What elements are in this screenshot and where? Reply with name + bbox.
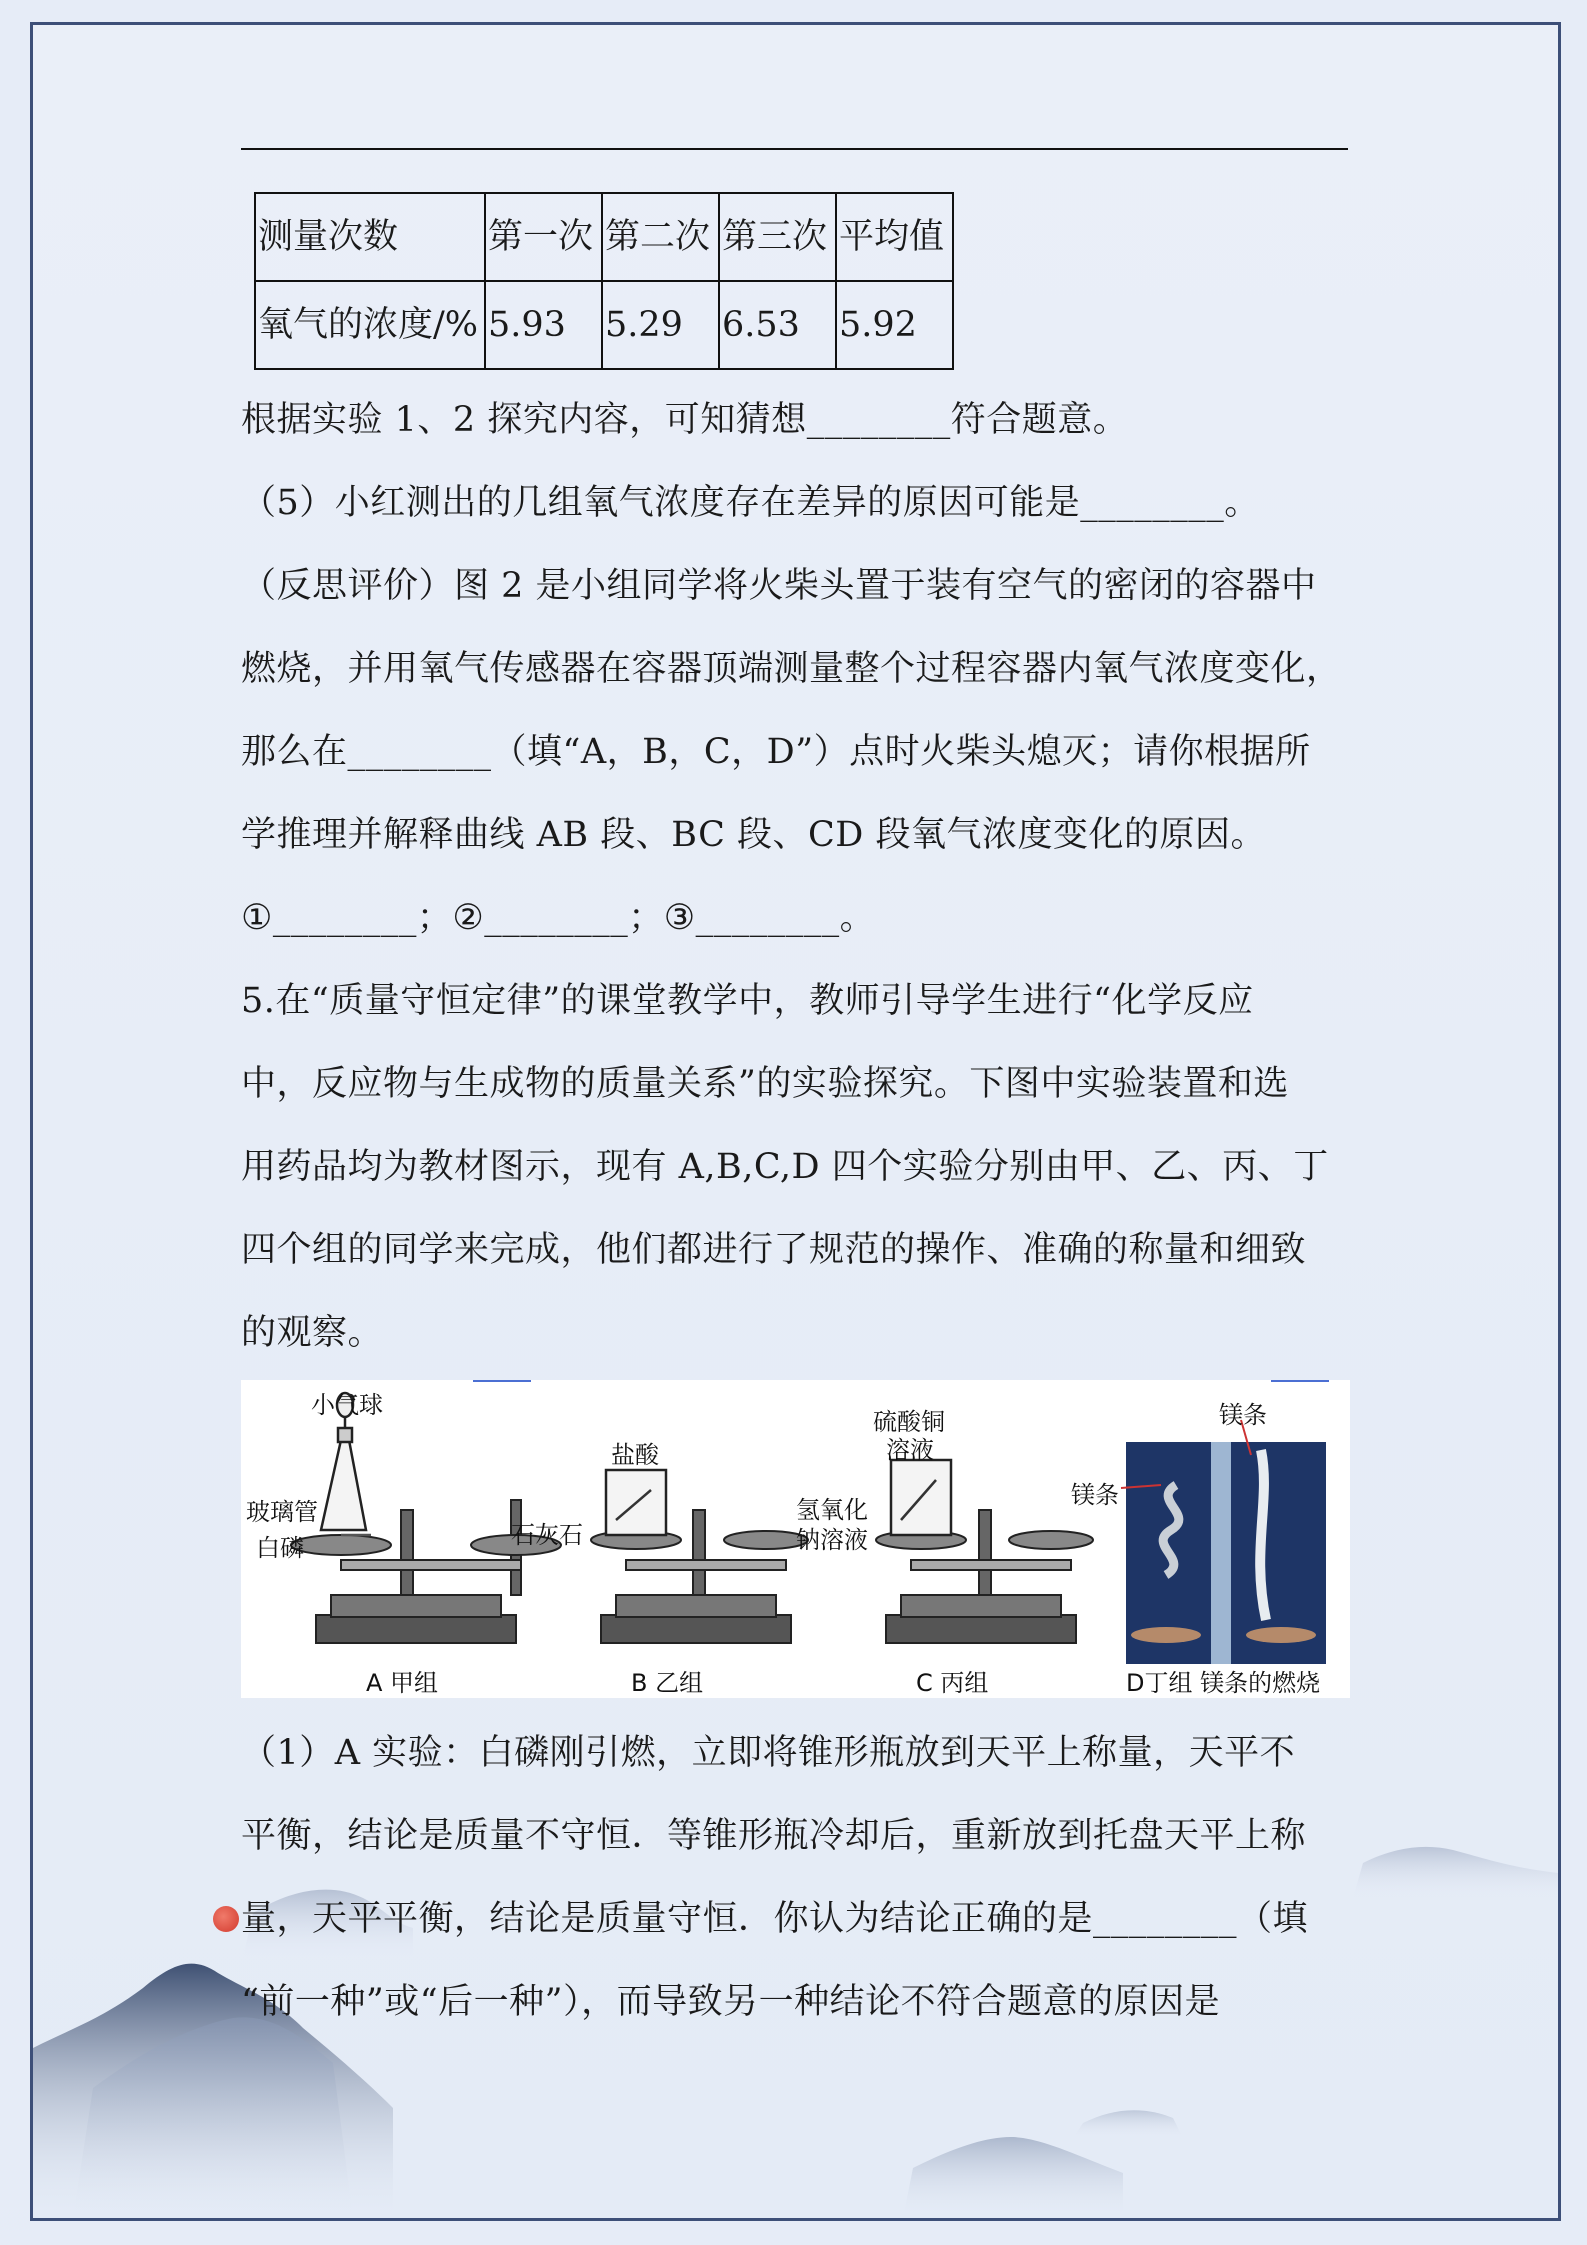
table-cell: 5.92 — [836, 281, 953, 369]
label-glass-tube: 玻璃管 — [246, 1498, 318, 1526]
table-row — [255, 281, 953, 369]
text-line: “前一种”或“后一种”），而导致另一种结论不符合题意的原因是 — [241, 1982, 1221, 2022]
label-magnesium-left: 镁条 — [1071, 1481, 1119, 1509]
table-cell: 平均值 — [836, 193, 953, 281]
label-hydrochloric-acid: 盐酸 — [611, 1441, 659, 1469]
text-line: 那么在________（填“A，B，C，D”）点时火柴头熄灭；请你根据所 — [241, 732, 1311, 772]
table-cell: 氧气的浓度/% — [255, 281, 485, 369]
text-line: 燃烧，并用氧气传感器在容器顶端测量整个过程容器内氧气浓度变化， — [241, 649, 1342, 689]
red-seal-dot — [213, 1906, 239, 1932]
table-cell: 5.29 — [602, 281, 719, 369]
table-header-row — [255, 193, 953, 281]
table-cell: 第二次 — [602, 193, 719, 281]
label-limestone: 石灰石 — [511, 1521, 583, 1549]
label-naoh-line2: 钠溶液 — [796, 1526, 868, 1554]
text-line: 根据实验 1、2 探究内容，可知猜想________符合题意。 — [241, 400, 1129, 440]
label-copper-sulfate: 硫酸铜 — [873, 1408, 945, 1436]
text-line: 的观察。 — [241, 1313, 384, 1353]
label-white-phosphorus: 白磷 — [256, 1534, 304, 1562]
table-cell: 第一次 — [485, 193, 602, 281]
caption-b: B 乙组 — [631, 1669, 704, 1697]
text-line: 四个组的同学来完成，他们都进行了规范的操作、准确的称量和细致 — [241, 1230, 1307, 1270]
beaker-c — [891, 1460, 951, 1535]
label-naoh-line1: 氢氧化 — [796, 1496, 868, 1524]
label-solution: 溶液 — [886, 1436, 934, 1464]
text-line: 5.在“质量守恒定律”的课堂教学中，教师引导学生进行“化学反应 — [241, 981, 1254, 1021]
table-cell: 6.53 — [719, 281, 836, 369]
text-line: 平衡，结论是质量不守恒．等锥形瓶冷却后，重新放到托盘天平上称 — [241, 1816, 1307, 1856]
caption-a: A 甲组 — [366, 1669, 439, 1697]
text-line: 中，反应物与生成物的质量关系”的实验探究。下图中实验装置和选 — [241, 1064, 1289, 1104]
text-line: （反思评价）图 2 是小组同学将火柴头置于装有空气的密闭的容器中 — [241, 566, 1317, 606]
table-cell: 测量次数 — [255, 193, 485, 281]
experiment-figure — [241, 1380, 1350, 1698]
label-balloon: 小气球 — [311, 1391, 383, 1419]
text-line: （1）A 实验：白磷刚引燃，立即将锥形瓶放到天平上称量，天平不 — [241, 1733, 1296, 1773]
text-line: 用药品均为教材图示，现有 A,B,C,D 四个实验分别由甲、乙、丙、丁 — [241, 1147, 1329, 1187]
caption-c: C 丙组 — [916, 1669, 989, 1697]
text-line: ①________；②________；③________。 — [241, 898, 876, 938]
text-line: 学推理并解释曲线 AB 段、BC 段、CD 段氧气浓度变化的原因。 — [241, 815, 1266, 855]
text-line: 量，天平平衡，结论是质量守恒．你认为结论正确的是________（填 — [241, 1899, 1309, 1939]
magnesium-photo — [1121, 1420, 1326, 1664]
caption-d: D丁组 镁条的燃烧 — [1126, 1669, 1321, 1697]
text-line: （5）小红测出的几组氧气浓度存在差异的原因可能是________。 — [241, 483, 1260, 523]
label-magnesium-top: 镁条 — [1219, 1401, 1267, 1429]
table-cell: 第三次 — [719, 193, 836, 281]
beaker-b — [606, 1470, 666, 1535]
answer-rule-line — [241, 148, 1348, 150]
oxygen-measurement-table — [254, 192, 954, 370]
table-cell: 5.93 — [485, 281, 602, 369]
